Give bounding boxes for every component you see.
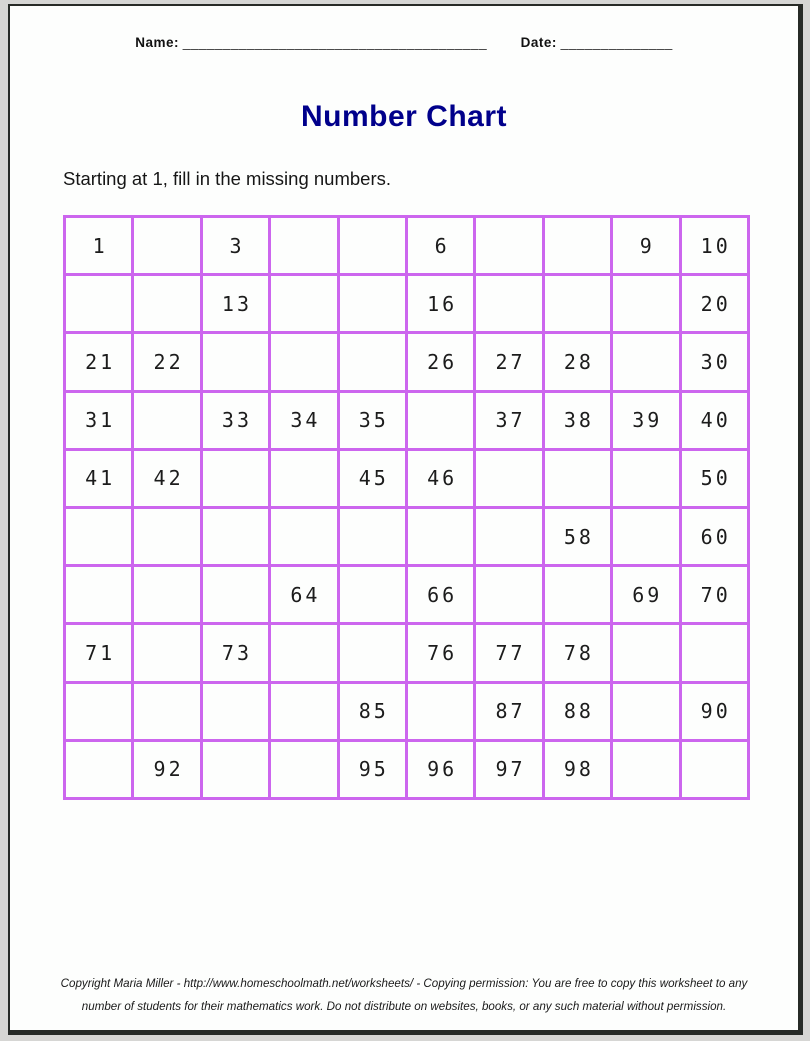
number-grid — [63, 215, 750, 800]
grid-cell-number: 27 — [475, 333, 543, 391]
grid-cell-empty — [338, 507, 406, 565]
grid-cell-empty — [133, 682, 201, 740]
grid-cell-number: 34 — [270, 391, 338, 449]
grid-row — [65, 682, 749, 740]
grid-cell-number: 26 — [406, 333, 474, 391]
grid-cell-number: 46 — [406, 449, 474, 507]
grid-cell-number: 16 — [406, 275, 474, 333]
name-date-header — [10, 35, 798, 50]
grid-cell-empty — [65, 740, 133, 798]
grid-cell-empty — [201, 566, 269, 624]
grid-cell-empty — [270, 740, 338, 798]
grid-cell-empty — [133, 217, 201, 275]
grid-cell-number: 87 — [475, 682, 543, 740]
date-label: Date: — [520, 35, 557, 50]
grid-cell-empty — [406, 507, 474, 565]
grid-cell-empty — [65, 507, 133, 565]
grid-cell-empty — [475, 566, 543, 624]
grid-cell-empty — [338, 217, 406, 275]
page-title: Number Chart — [300, 100, 508, 133]
grid-cell-empty — [680, 740, 748, 798]
grid-cell-empty — [65, 566, 133, 624]
grid-cell-empty — [201, 449, 269, 507]
grid-cell-number: 38 — [543, 391, 611, 449]
grid-row — [65, 566, 749, 624]
date-blank-line: ______________ — [560, 35, 673, 50]
grid-cell-number: 71 — [65, 624, 133, 682]
grid-row — [65, 449, 749, 507]
grid-row — [65, 507, 749, 565]
name-label: Name: — [135, 35, 179, 50]
grid-cell-empty — [406, 682, 474, 740]
grid-cell-empty — [543, 566, 611, 624]
grid-cell-empty — [338, 275, 406, 333]
grid-cell-empty — [543, 449, 611, 507]
grid-cell-number: 39 — [612, 391, 680, 449]
grid-cell-number: 77 — [475, 624, 543, 682]
grid-cell-empty — [201, 682, 269, 740]
grid-cell-number: 66 — [406, 566, 474, 624]
grid-cell-empty — [612, 624, 680, 682]
grid-cell-empty — [338, 624, 406, 682]
grid-cell-number: 92 — [133, 740, 201, 798]
grid-cell-number: 95 — [338, 740, 406, 798]
grid-cell-number: 30 — [680, 333, 748, 391]
grid-cell-number: 13 — [201, 275, 269, 333]
grid-cell-empty — [270, 682, 338, 740]
grid-cell-empty — [543, 217, 611, 275]
copyright-footer — [10, 972, 798, 1018]
grid-cell-number: 78 — [543, 624, 611, 682]
grid-cell-empty — [270, 333, 338, 391]
grid-cell-empty — [612, 740, 680, 798]
grid-cell-number: 33 — [201, 391, 269, 449]
grid-cell-empty — [543, 275, 611, 333]
grid-cell-empty — [270, 217, 338, 275]
grid-cell-empty — [65, 682, 133, 740]
grid-cell-empty — [475, 217, 543, 275]
copyright-line-2: number of students for their mathematics work. Do not distribute on websites, books, or any such material without permission. — [81, 1000, 727, 1013]
grid-cell-number: 9 — [612, 217, 680, 275]
grid-cell-number: 3 — [201, 217, 269, 275]
grid-row — [65, 217, 749, 275]
grid-cell-number: 28 — [543, 333, 611, 391]
grid-cell-empty — [612, 507, 680, 565]
instruction-text: Starting at 1, fill in the missing numbers. — [63, 168, 392, 189]
grid-cell-empty — [270, 507, 338, 565]
grid-cell-number: 70 — [680, 566, 748, 624]
grid-cell-empty — [475, 275, 543, 333]
grid-cell-empty — [338, 566, 406, 624]
grid-cell-empty — [612, 275, 680, 333]
grid-cell-number: 10 — [680, 217, 748, 275]
grid-cell-number: 96 — [406, 740, 474, 798]
grid-cell-number: 40 — [680, 391, 748, 449]
number-grid-body — [65, 217, 749, 799]
grid-cell-empty — [65, 275, 133, 333]
grid-row — [65, 333, 749, 391]
grid-cell-empty — [201, 333, 269, 391]
grid-row — [65, 275, 749, 333]
copyright-line-1: Copyright Maria Miller - http://www.homeschoolmath.net/worksheets/ - Copying permission: You are free to copy this worksheet to any — [60, 977, 748, 990]
grid-cell-empty — [201, 740, 269, 798]
grid-cell-empty — [270, 449, 338, 507]
grid-cell-number: 98 — [543, 740, 611, 798]
grid-cell-empty — [475, 507, 543, 565]
grid-cell-number: 21 — [65, 333, 133, 391]
grid-cell-number: 88 — [543, 682, 611, 740]
grid-cell-number: 45 — [338, 449, 406, 507]
grid-cell-number: 6 — [406, 217, 474, 275]
grid-cell-empty — [133, 391, 201, 449]
grid-row — [65, 391, 749, 449]
grid-cell-empty — [270, 624, 338, 682]
grid-cell-number: 76 — [406, 624, 474, 682]
grid-cell-number: 73 — [201, 624, 269, 682]
grid-cell-empty — [133, 566, 201, 624]
grid-cell-number: 41 — [65, 449, 133, 507]
grid-cell-number: 37 — [475, 391, 543, 449]
grid-cell-number: 90 — [680, 682, 748, 740]
grid-cell-empty — [680, 624, 748, 682]
grid-cell-empty — [338, 333, 406, 391]
grid-cell-number: 85 — [338, 682, 406, 740]
grid-cell-empty — [612, 449, 680, 507]
grid-cell-number: 22 — [133, 333, 201, 391]
grid-cell-empty — [270, 275, 338, 333]
worksheet-page — [8, 4, 803, 1035]
grid-cell-number: 60 — [680, 507, 748, 565]
grid-row — [65, 624, 749, 682]
grid-cell-number: 42 — [133, 449, 201, 507]
grid-cell-number: 1 — [65, 217, 133, 275]
grid-cell-empty — [612, 682, 680, 740]
grid-cell-number: 20 — [680, 275, 748, 333]
grid-cell-number: 64 — [270, 566, 338, 624]
grid-cell-number: 35 — [338, 391, 406, 449]
grid-cell-number: 58 — [543, 507, 611, 565]
grid-cell-empty — [406, 391, 474, 449]
grid-cell-number: 50 — [680, 449, 748, 507]
grid-cell-number: 31 — [65, 391, 133, 449]
grid-cell-empty — [133, 624, 201, 682]
grid-cell-number: 69 — [612, 566, 680, 624]
name-blank-line: ______________________________________ — [182, 35, 488, 50]
grid-row — [65, 740, 749, 798]
grid-cell-empty — [133, 507, 201, 565]
grid-cell-empty — [612, 333, 680, 391]
grid-cell-empty — [475, 449, 543, 507]
grid-cell-number: 97 — [475, 740, 543, 798]
grid-cell-empty — [201, 507, 269, 565]
grid-cell-empty — [133, 275, 201, 333]
